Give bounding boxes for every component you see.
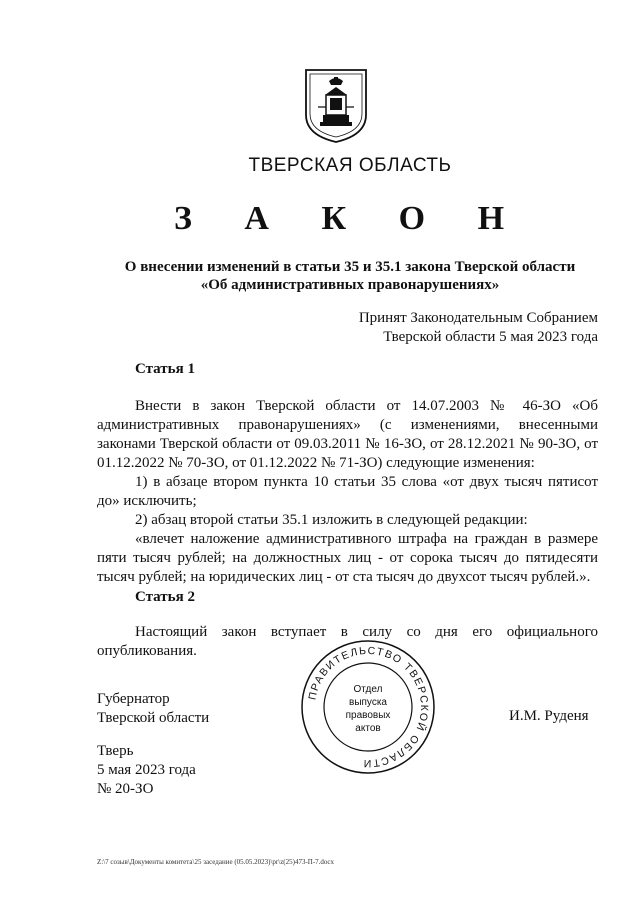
- article-1-heading: Статья 1: [135, 361, 195, 377]
- stamp-inner-line-2: выпуска: [349, 697, 387, 708]
- article-1-item-2: 2) абзац второй статьи 35.1 изложить в следующей редакции:: [135, 512, 528, 528]
- position-line-2: Тверской области: [97, 710, 210, 726]
- law-subtitle: [40, 258, 640, 294]
- adoption-line-1: Принят Законодательным Собранием: [358, 310, 598, 326]
- stamp-ring-path: ПРАВИТЕЛЬСТВО ТВЕРСКОЙ ОБЛАСТИ: [306, 644, 431, 770]
- stamp-inner-line-3: правовых: [345, 710, 391, 721]
- region-heading: ТВЕРСКАЯ ОБЛАСТЬ: [248, 155, 452, 176]
- article-1-intro: Внести в закон Тверской области от 14.07.2003 № 46-ЗО «Об административных правонарушениях» (с изменениями, внесенными законами Тверской области от 09.03.2011 № 16-ЗО, от 28.12.2021 № 90-ЗО, от 01.12.2022 № 70-ЗО, от 01.12.2022 № 71-ЗО) следующие изменения:: [97, 398, 598, 471]
- file-path-footer: Z:\7 созыв\Документы комитета\25 заседание (05.05.2023)\pr\z(25)473-П-7.docx: [97, 858, 335, 866]
- adoption-note: [330, 309, 598, 347]
- article-1-item-1: 1) в абзаце втором пункта 10 статьи 35 слова «от двух тысяч пятисот до» исключить;: [97, 474, 598, 509]
- official-stamp: [299, 638, 437, 776]
- law-number: № 20-ЗО: [97, 781, 154, 797]
- subtitle-line-1: О внесении изменений в статьи 35 и 35.1 закона Тверской области: [124, 259, 576, 275]
- law-date: 5 мая 2023 года: [97, 762, 196, 778]
- position-line-1: Губернатор: [97, 691, 170, 707]
- article-1-quote: «влечет наложение административного штрафа на граждан в размере пяти тысяч рублей; на должностных лиц - от сорока тысяч до пятидесяти тысяч рублей; на юридических лиц - от ста тысяч до двухсот тысяч рублей.».: [97, 531, 598, 585]
- stamp-inner-line-4: актов: [355, 723, 381, 734]
- law-title: З А К О Н: [173, 200, 527, 237]
- stamp-inner-line-1: Отдел: [353, 684, 383, 695]
- coat-of-arms-emblem: [303, 67, 369, 144]
- article-1-body: [97, 397, 598, 587]
- city: Тверь: [97, 743, 134, 759]
- article-2-text: Настоящий закон вступает в силу со дня его официального опубликования.: [97, 624, 598, 659]
- place-date-block: [97, 742, 196, 799]
- signatory-position: [97, 690, 209, 728]
- article-2-heading: Статья 2: [135, 589, 195, 605]
- adoption-line-2: Тверской области 5 мая 2023 года: [383, 329, 598, 345]
- signatory-name: И.М. Руденя: [509, 708, 589, 724]
- subtitle-line-2: «Об административных правонарушениях»: [200, 277, 500, 293]
